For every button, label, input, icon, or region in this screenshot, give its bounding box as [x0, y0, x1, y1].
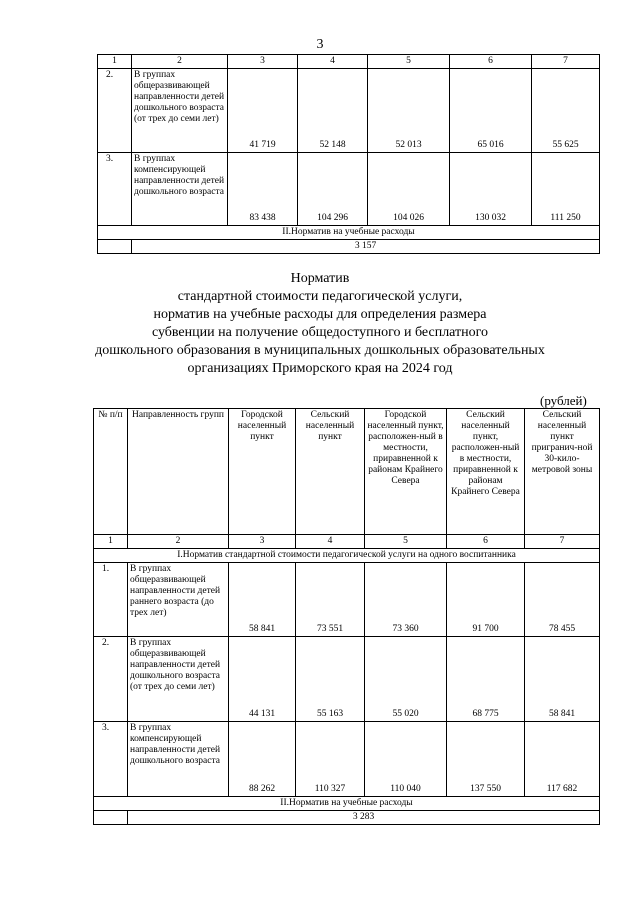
row-value: 41 719: [228, 69, 298, 153]
row-value: 73 360: [365, 563, 447, 637]
header-cell: № п/п: [94, 409, 128, 535]
col-number-row: [94, 535, 600, 549]
row-value: 83 438: [228, 153, 298, 226]
col-number: 4: [296, 535, 365, 549]
col-number: 1: [94, 535, 128, 549]
col-number: 3: [229, 535, 296, 549]
header-cell: Сельский населенный пункт пригранич-ной 30-кило-метровой зоны: [525, 409, 600, 535]
row-value: 58 841: [525, 637, 600, 722]
title-line: стандартной стоимости педагогической услуги,: [177, 289, 463, 304]
row-value: 44 131: [229, 637, 296, 722]
row-value: 130 032: [450, 153, 532, 226]
title-line: субвенции на получение общедоступного и бесплатного: [151, 325, 489, 340]
row-value: 55 163: [296, 637, 365, 722]
section-2-label: II.Норматив на учебные расходы: [98, 226, 600, 240]
col-number: 2: [128, 535, 229, 549]
row-value: 137 550: [447, 722, 525, 797]
col-number: 1: [98, 55, 132, 69]
row-value: 117 682: [525, 722, 600, 797]
col-number: 7: [532, 55, 600, 69]
row-value: 111 250: [532, 153, 600, 226]
row-number: 3.: [94, 722, 128, 797]
row-label: В группах общеразвивающей направленности детей дошкольного возраста (от трех до семи лет): [128, 637, 229, 722]
row-value: 78 455: [525, 563, 600, 637]
table-row: [94, 637, 600, 722]
col-number: 3: [228, 55, 298, 69]
empty-cell: [98, 240, 132, 254]
row-value: 104 296: [298, 153, 368, 226]
section-header-row: [94, 549, 600, 563]
section-value-row: [98, 240, 600, 254]
header-cell: Городской населенный пункт, расположен-ный в местности, приравненной к районам Крайнего Севера: [365, 409, 447, 535]
title-line: дошкольного образования в муниципальных дошкольных образовательных: [95, 343, 545, 358]
page-number: 3: [316, 37, 324, 52]
section-header-row: [94, 797, 600, 811]
row-number: 3.: [98, 153, 132, 226]
row-value: 110 040: [365, 722, 447, 797]
row-label: В группах компенсирующей направленности детей дошкольного возраста: [128, 722, 229, 797]
col-number: 5: [368, 55, 450, 69]
row-value: 110 327: [296, 722, 365, 797]
empty-cell: [94, 811, 128, 825]
document-title: [0, 270, 640, 378]
table-row: [98, 153, 600, 226]
header-cell: Сельский населенный пункт: [296, 409, 365, 535]
title-line: норматив на учебные расходы для определения размера: [153, 307, 487, 322]
col-number: 4: [298, 55, 368, 69]
row-value: 88 262: [229, 722, 296, 797]
section-header-row: [98, 226, 600, 240]
section-2-value: 3 283: [128, 811, 600, 825]
row-value: 73 551: [296, 563, 365, 637]
row-value: 104 026: [368, 153, 450, 226]
col-number: 6: [450, 55, 532, 69]
row-value: 55 020: [365, 637, 447, 722]
header-cell: Сельский населенный пункт, расположен-ный в местности, приравненной к районам Крайнего Севера: [447, 409, 525, 535]
col-number: 7: [525, 535, 600, 549]
table-row: [94, 722, 600, 797]
table-row: [98, 69, 600, 153]
top-table: [97, 54, 600, 254]
col-number: 6: [447, 535, 525, 549]
section-2-value: 3 157: [132, 240, 600, 254]
section-value-row: [94, 811, 600, 825]
row-value: 55 625: [532, 69, 600, 153]
header-cell: Городской населенный пункт: [229, 409, 296, 535]
row-number: 1.: [94, 563, 128, 637]
row-value: 68 775: [447, 637, 525, 722]
title-line: Норматив: [290, 271, 350, 286]
unit-label: (рублей): [540, 393, 587, 408]
row-value: 58 841: [229, 563, 296, 637]
row-label: В группах компенсирующей направленности детей дошкольного возраста: [132, 153, 228, 226]
col-number: 5: [365, 535, 447, 549]
title-line: организациях Приморского края на 2024 год: [187, 361, 453, 376]
header-cell: Направленность групп: [128, 409, 229, 535]
row-value: 52 148: [298, 69, 368, 153]
section-1-label: I.Норматив стандартной стоимости педагогической услуги на одного воспитанника: [94, 549, 600, 563]
row-label: В группах общеразвивающей направленности детей раннего возраста (до трех лет): [128, 563, 229, 637]
section-2-label: II.Норматив на учебные расходы: [94, 797, 600, 811]
table-row: [94, 563, 600, 637]
row-value: 52 013: [368, 69, 450, 153]
row-number: 2.: [94, 637, 128, 722]
col-number-row: [98, 55, 600, 69]
header-row: [94, 409, 600, 535]
row-value: 65 016: [450, 69, 532, 153]
main-table: [93, 408, 600, 825]
row-number: 2.: [98, 69, 132, 153]
row-label: В группах общеразвивающей направленности детей дошкольного возраста (от трех до семи лет): [132, 69, 228, 153]
col-number: 2: [132, 55, 228, 69]
row-value: 91 700: [447, 563, 525, 637]
